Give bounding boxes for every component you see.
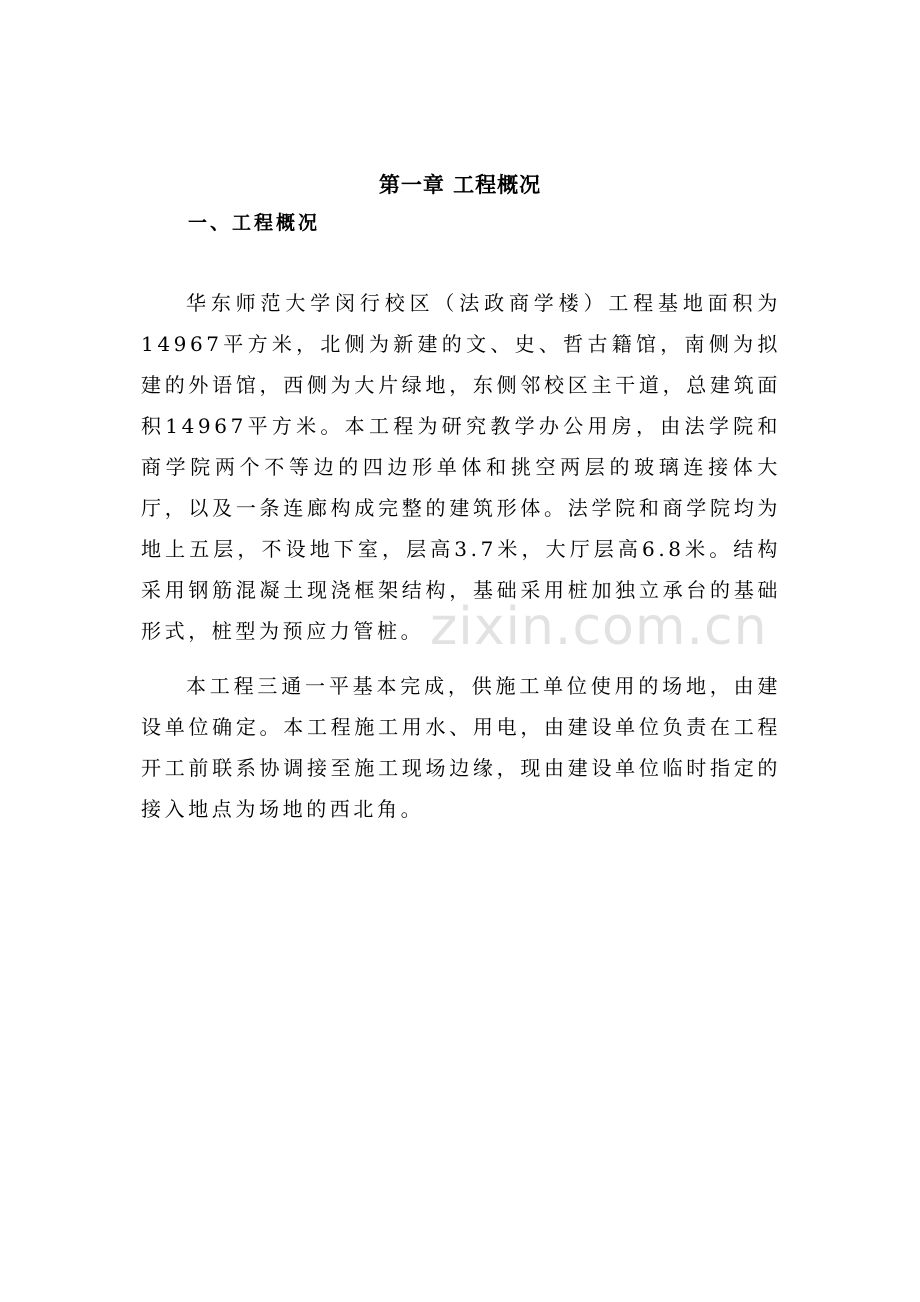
body-paragraph: 华东师范大学闵行校区（法政商学楼）工程基地面积为14967平方米，北侧为新建的文、史、哲古籍馆，南侧为拟建的外语馆，西侧为大片绿地，东侧邻校区主干道，总建筑面积14967平方米。本工程为研究教学办公用房，由法学院和商学院两个不等边的四边形单体和挑空两层的玻璃连接体大厅，以及一条连廊构成完整的建筑形体。法学院和商学院均为地上五层，不设地下室，层高3.7米，大厅层高6.8米。结构采用钢筋混凝土现浇框架结构，基础采用桩加独立承台的基础形式，桩型为预应力管桩。	[141, 291, 781, 643]
body-paragraph: 本工程三通一平基本完成，供施工单位使用的场地，由建设单位确定。本工程施工用水、用电，由建设单位负责在工程开工前联系协调接至施工现场边缘，现由建设单位临时指定的接入地点为场地的西北角。	[141, 674, 781, 821]
watermark: zixin.com.cn	[430, 597, 768, 657]
chapter-title: 第一章 工程概况	[378, 173, 542, 197]
section-title: 一、工程概况	[188, 212, 321, 234]
